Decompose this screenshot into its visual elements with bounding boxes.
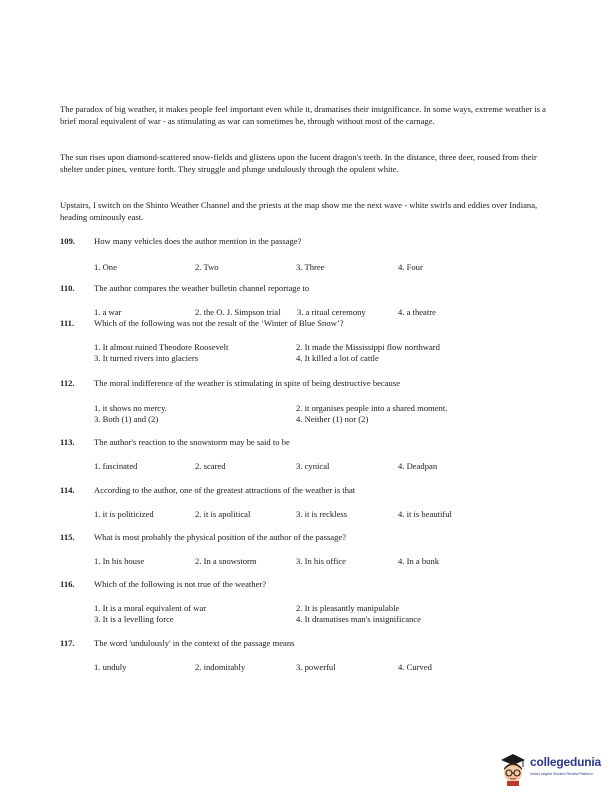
option-1[interactable]: 1. it is politicized (94, 509, 154, 519)
question-number: 113. (60, 437, 75, 447)
option-3[interactable]: 3. a ritual ceremony (297, 307, 366, 317)
question-number: 110. (60, 283, 75, 293)
question-text: Which of the following was not the result of the ‘Winter of Blue Snow’? (94, 318, 344, 328)
passage-paragraph-1: The paradox of big weather, it makes people feel important even while it, dramatises their insignificance. In some ways, extreme weather is a brief moral equivalent of war - as stimulating as war can sometimes be, through without most of the carnage. (60, 104, 546, 126)
option-1[interactable]: 1. One (94, 262, 117, 272)
question-number: 112. (60, 378, 75, 388)
option-4[interactable]: 4. In a bunk (398, 556, 440, 566)
option-2[interactable]: 2. It is pleasantly manipulable (296, 603, 400, 613)
option-2[interactable]: 2. It made the Mississippi flow northward (296, 342, 440, 352)
question-number: 111. (60, 318, 75, 328)
question-text: How many vehicles does the author mention in the passage? (94, 236, 302, 246)
option-3[interactable]: 3. Three (296, 262, 325, 272)
question-number: 114. (60, 485, 75, 495)
option-4[interactable]: 4. a theatre (398, 307, 436, 317)
collegedunia-logo[interactable] (498, 752, 608, 786)
option-4[interactable]: 4. it is beautiful (398, 509, 452, 519)
option-1[interactable]: 1. it shows no mercy. (94, 403, 167, 413)
question-text: The word 'undulously' in the context of the passage means (94, 638, 295, 648)
option-2[interactable]: 2. Two (195, 262, 219, 272)
question-text: Which of the following is not true of the weather? (94, 579, 267, 589)
question-text: The moral indifference of the weather is stimulating in spite of being destructive because (94, 378, 401, 388)
option-3[interactable]: 3. Both (1) and (2) (94, 414, 159, 424)
option-3[interactable]: 3. cynical (296, 461, 330, 471)
option-1[interactable]: 1. In his house (94, 556, 145, 566)
question-text: According to the author, one of the greatest attractions of the weather is that (94, 485, 356, 495)
question-number: 116. (60, 579, 75, 589)
option-4[interactable]: 4. It killed a lot of cattle (296, 353, 379, 363)
option-1[interactable]: 1. It is a moral equivalent of war (94, 603, 207, 613)
option-2[interactable]: 2. indomitably (195, 662, 246, 672)
option-1[interactable]: 1. It almost ruined Theodore Roosevelt (94, 342, 229, 352)
option-1[interactable]: 1. fascinated (94, 461, 138, 471)
passage-paragraph-3: Upstairs, I switch on the Shinto Weather Channel and the priests at the map show me the next wave - white swirls and eddies over Indiana, heading ominously east. (60, 200, 538, 222)
option-2[interactable]: 2. it is apolitical (195, 509, 251, 519)
option-2[interactable]: 2. it organises people into a shared moment. (296, 403, 448, 413)
question-text: What is most probably the physical position of the author of the passage? (94, 532, 347, 542)
question-text: The author compares the weather bulletin channel reportage to (94, 283, 310, 293)
question-text: The author's reaction to the snowstorm may be said to be (94, 437, 290, 447)
logo-wordmark: collegedunia (530, 755, 601, 769)
option-4[interactable]: 4. Deadpan (398, 461, 438, 471)
question-number: 117. (60, 638, 75, 648)
option-3[interactable]: 3. It turned rivers into glaciers (94, 353, 199, 363)
option-4[interactable]: 4. Neither (1) nor (2) (296, 414, 369, 424)
logo-tagline: India's largest Student Review Platform (530, 772, 593, 776)
option-1[interactable]: 1. a war (94, 307, 122, 317)
option-2[interactable]: 2. the O. J. Simpson trial (195, 307, 281, 317)
question-number: 115. (60, 532, 75, 542)
question-number: 109. (60, 236, 76, 246)
option-4[interactable]: 4. Curved (398, 662, 432, 672)
option-3[interactable]: 3. In his office (296, 556, 346, 566)
option-3[interactable]: 3. it is reckless (296, 509, 348, 519)
student-mascot-icon (498, 752, 528, 786)
option-3[interactable]: 3. It is a levelling force (94, 614, 174, 624)
option-4[interactable]: 4. Four (398, 262, 423, 272)
passage-paragraph-2: The sun rises upon diamond-scattered snow-fields and glistens upon the lucent dragon's teeth. In the distance, three deer, roused from their shelter under pines, venture forth. They struggle and plunge undulously through the opulent white. (60, 152, 537, 174)
option-1[interactable]: 1. unduly (94, 662, 127, 672)
option-3[interactable]: 3. powerful (296, 662, 336, 672)
option-2[interactable]: 2. scared (195, 461, 226, 471)
option-4[interactable]: 4. It dramatises man's insignificance (296, 614, 421, 624)
option-2[interactable]: 2. In a snowstorm (195, 556, 257, 566)
